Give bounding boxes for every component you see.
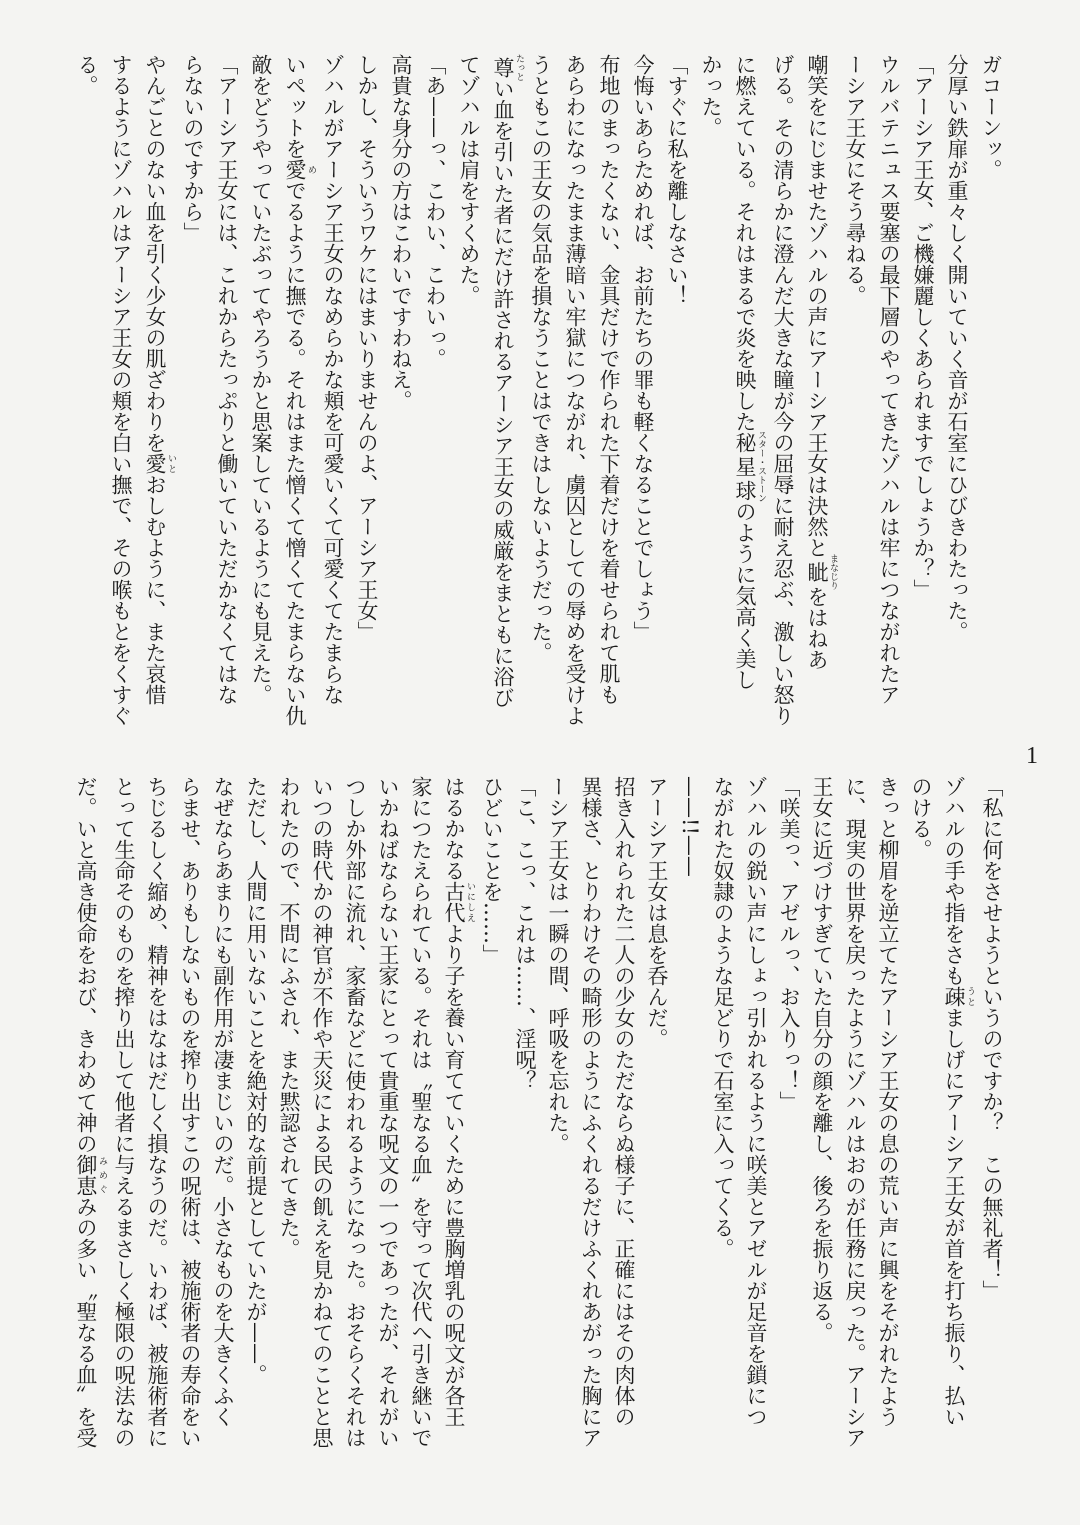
text-segment: 「咲美っ、アゼルっ、お入りっ！」 [777,776,801,1112]
text-segment: ーシア王女にそう尋ねる。 [843,54,867,306]
text-line [772,776,805,1498]
text-segment: でるように撫でる。それはまた憎くて憎くてたまらない仇 [283,180,307,726]
text-segment: しかし、そういうワケにはまいりませんのよ、アーシア王女」 [355,54,379,642]
text-line [906,54,940,760]
text-segment: 「こ、こっ、これは……、淫呪？ [513,776,537,1091]
text-segment: に燃えている。それはまるで炎を映した [733,54,757,432]
text-segment: 王女に近づけすぎていた自分の顔を離し、後ろを振り返る。 [810,776,834,1343]
text-segment: はるかなる [442,776,466,881]
text-line [800,54,838,760]
text-segment: いつの時代かの神官が不作や天災による民の飢えを見かねてのことと思 [310,776,334,1448]
text-line [592,54,626,760]
text-segment: い血を引いた者にだけ許されるアーシア王女の威厳をまともに浴び [491,78,515,708]
text-segment: やんごとのない血を引く少女の肌ざわりを [143,54,167,453]
ruby-base: 愛 [143,453,167,474]
text-segment: ——!!—— [678,776,702,877]
text-segment: だ。いと高き使命をおび、きわめて神の [74,776,98,1154]
text-line [541,776,574,1498]
ruby-base: 古代 [442,881,466,923]
text-segment: ゾハルの手や指をさも [942,776,966,986]
text-segment: ちじるしく縮め、精神をはなはだしく損なうのだ。いわば、被施術者に [145,776,169,1448]
text-segment: われたので、不問にふされ、また黙認されてきた。 [277,776,301,1259]
text-segment: る。 [75,54,99,96]
text-segment: うともこの王女の気品を損なうことはできはしないようだった。 [529,54,553,663]
text-line [974,54,1008,760]
ruby-word [442,881,475,923]
text-segment: げる。その清らかに澄んだ大きな瞳が今の屈辱に耐え忍ぶ、激しい怒り [771,54,795,726]
ruby-word [491,54,524,81]
text-line [107,776,140,1498]
text-segment: あらわになったまま薄暗い牢獄につながれ、虜囚としての辱めを受けよ [563,54,587,726]
text-segment: ただし、人間に用いないことを絶対的な前提としていたが——。 [244,776,268,1385]
text-line [904,776,937,1498]
text-line [937,776,975,1498]
ruby-word [143,453,176,474]
text-segment: より子を養い育てていくために豊胸増乳の呪文が各王 [442,923,466,1427]
text-line [838,54,872,760]
text-line [574,776,607,1498]
text-line [338,776,371,1498]
ruby-word [733,430,766,503]
text-segment: 「アーシア王女には、これからたっぷりと働いていただかなくてはな [215,54,239,705]
ruby-word [942,986,975,1007]
text-segment: ましげにアーシア王女が首を打ち振り、払い [942,1007,966,1427]
text-line [404,776,437,1498]
text-segment: みの多い〝聖なる血〟を受 [74,1196,98,1448]
text-line [140,776,173,1498]
text-segment: ゾハルの鋭い声にしょっ引かれるように咲美とアゼルが足音を鎖につ [744,776,768,1427]
text-line [673,776,706,1498]
text-line [138,54,176,760]
ruby-base: 御恵 [74,1154,98,1196]
text-line [104,54,138,760]
text-line [508,776,541,1498]
text-segment: するようにゾハルはアーシア王女の頬を白い撫で、その喉もとをくすぐ [109,54,133,726]
furigana: まなじり [828,554,838,590]
text-segment: 異様さ、とりわけその畸形のようにふくれるだけふくれあがった胸にア [579,776,603,1448]
text-line [766,54,800,760]
ruby-word [805,554,838,590]
text-line [524,54,558,760]
furigana: たっと [514,54,524,81]
text-segment: きっと柳眉を逆立てたアーシア王女の息の荒い声に興をそがれたよう [876,776,900,1427]
text-block-upper [70,54,1008,760]
text-segment: 「あ——っ、こわい、こわいっ。 [423,54,447,369]
text-line [437,776,475,1498]
text-segment: らませ、ありもしないものを搾り出すこの呪術は、被施術者の寿命をい [178,776,202,1448]
text-line [173,776,206,1498]
text-segment: 「私に何をさせようというのですか？ この無礼者！」 [980,776,1004,1301]
text-line [384,54,418,760]
furigana: うと [965,986,975,1007]
text-line [706,776,739,1498]
text-line [975,776,1008,1498]
furigana: いと [166,453,176,474]
text-line [350,54,384,760]
text-line [626,54,660,760]
text-line [70,54,104,760]
text-segment: なぜならあまりにも副作用が凄まじいのだ。小さなものを大きくふく [211,776,235,1427]
text-line [278,54,316,760]
text-segment: 分厚い鉄扉が重々しく開いていく音が石室にひびきわたった。 [945,54,969,642]
text-line [371,776,404,1498]
furigana: みめぐ [97,1154,107,1196]
text-line [418,54,452,760]
text-line [660,54,694,760]
text-line [305,776,338,1498]
text-segment: 家につたえられている。それは〝聖なる血〟を守って次代へ引き継いで [409,776,433,1448]
text-line [940,54,974,760]
text-line [607,776,640,1498]
text-line [872,54,906,760]
text-segment: ながれた奴隷のような足どりで石室に入ってくる。 [711,776,735,1259]
text-segment: いペットを [283,54,307,159]
ruby-word [283,159,316,180]
text-segment: ゾハルがアーシア王女のなめらかな頬を可愛いくて可愛くてたまらな [321,54,345,705]
text-segment: ウルバテニュス要塞の最下層のやってきたゾハルは牢につながれたア [877,54,901,705]
text-line [486,54,524,760]
text-line [838,776,871,1498]
text-segment: てゾハルは肩をすくめた。 [457,54,481,306]
text-segment: とって生命そのものを搾り出して他者に与えるまさしく極限の呪法なの [112,776,136,1448]
ruby-base: 愛 [283,159,307,180]
text-segment: 布地のまったくない、金具だけで作られた下着だけを着せられて肌も [597,54,621,705]
text-segment: 招き入れられた二人の少女のただならぬ様子に、正確にはその肉体の [612,776,636,1427]
text-segment: いかねばならない王家にとって貴重な呪文の一つであったが、それがい [376,776,400,1448]
text-line [805,776,838,1498]
text-segment: 「すぐに私を離しなさい！ [665,54,689,306]
text-line [739,776,772,1498]
text-segment: つしか外部に流れ、家畜などに使われるようになった。おそらくそれは [343,776,367,1448]
text-line [640,776,673,1498]
text-line [728,54,766,760]
text-segment: ひどいことを……」 [480,776,504,965]
text-segment: のける。 [909,776,933,860]
text-segment: に、現実の世界を戻ったようにゾハルはおのが任務に戻った。アーシア [843,776,867,1448]
ruby-base: 尊 [491,54,515,81]
text-line [871,776,904,1498]
page-number: 1 [1026,743,1038,769]
text-line [272,776,305,1498]
text-line [475,776,508,1498]
text-line [244,54,278,760]
text-line [558,54,592,760]
text-segment: 今悔いあらためれば、お前たちの罪も軽くなることでしょう」 [631,54,655,642]
text-segment: をはねあ [805,586,829,670]
furigana: いにしえ [465,881,475,923]
text-line [69,776,107,1498]
text-line [176,54,210,760]
furigana: スター・ストーン [756,430,766,503]
text-segment: のように気高く美し [733,501,757,690]
ruby-base: 秘星球 [733,430,757,503]
text-line [206,776,239,1498]
text-segment: アーシア王女は息を呑んだ。 [645,776,669,1049]
text-block-lower [69,776,1008,1498]
text-segment: 敵をどうやっていたぶってやろうかと思案しているようにも見えた。 [249,54,273,705]
text-segment: かった。 [699,54,723,138]
text-line [239,776,272,1498]
text-line [452,54,486,760]
text-segment: 「アーシア王女、ご機嫌麗しくあられますでしょうか？」 [911,54,935,600]
text-line [316,54,350,760]
text-line [694,54,728,760]
text-line [210,54,244,760]
text-segment: らないのですから」 [181,54,205,243]
text-segment: 高貴な身分の方はこわいですわねえ。 [389,54,413,411]
text-segment: おしむように、また哀惜 [143,474,167,705]
ruby-base: 疎 [942,986,966,1007]
text-segment: ガコーンッ。 [979,54,1003,180]
furigana: め [306,159,316,180]
ruby-base: 眦 [805,554,829,590]
ruby-word [74,1154,107,1196]
text-segment: ーシア王女は一瞬の間、呼吸を忘れた。 [546,776,570,1154]
text-segment: 嘲笑をにじませたゾハルの声にアーシア王女は決然と [805,54,829,558]
